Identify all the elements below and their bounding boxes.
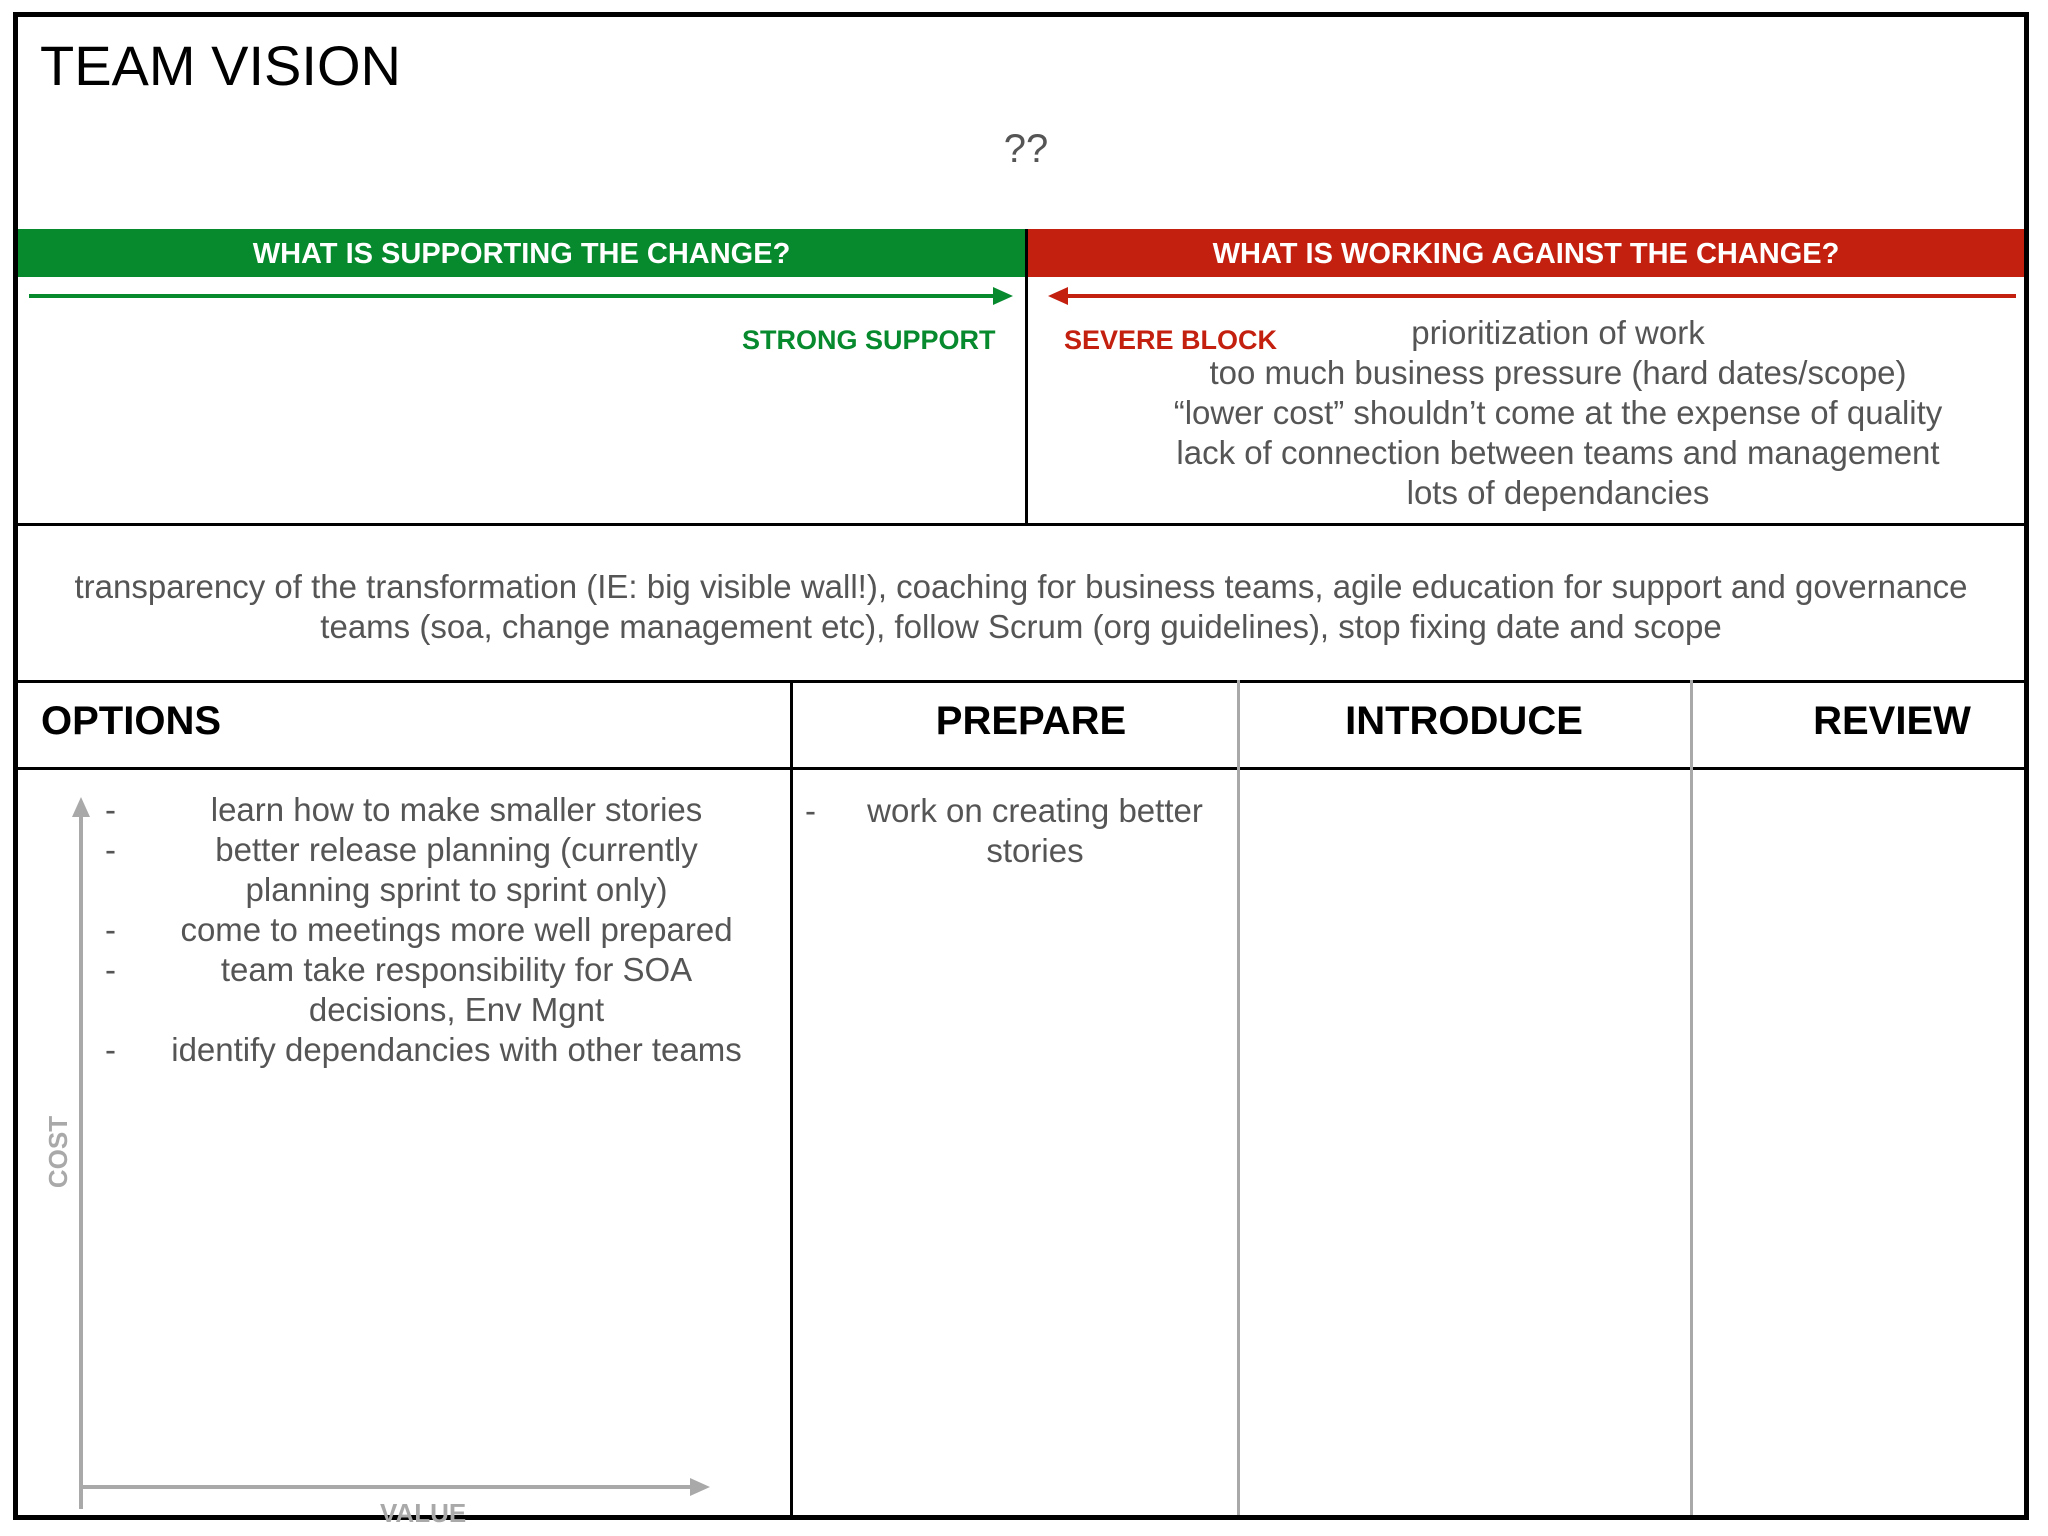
working-against-banner: WHAT IS WORKING AGAINST THE CHANGE? xyxy=(1028,229,2024,277)
x-axis-label: VALUE xyxy=(380,1498,467,1528)
bullet-dash: - xyxy=(805,792,816,829)
y-axis-label: COST xyxy=(43,1115,73,1189)
divider xyxy=(1690,680,1693,1515)
bullet-dash: - xyxy=(105,791,116,828)
cost-value-axes xyxy=(18,797,738,1509)
list-item: lack of connection between teams and management xyxy=(1176,434,1940,471)
review-header: REVIEW xyxy=(1813,699,1971,743)
support-arrow xyxy=(29,294,995,298)
bullet-dash: - xyxy=(105,911,116,948)
list-item-text: learn how to make smaller stories xyxy=(210,791,703,828)
bullet-dash: - xyxy=(105,1031,116,1068)
list-item: lots of dependancies xyxy=(1406,474,1710,511)
actions-line: transparency of the transformation (IE: big visible wall!), coaching for business teams, agile education for support and governance xyxy=(74,568,1968,605)
block-arrowhead-icon xyxy=(1048,287,1068,305)
working-against-list xyxy=(1108,313,2008,513)
actions-text xyxy=(18,567,2024,647)
list-item: too much business pressure (hard dates/scope) xyxy=(1209,354,1907,391)
list-item-text: come to meetings more well prepared xyxy=(180,911,733,948)
list-item xyxy=(805,791,1225,871)
bullet-dash: - xyxy=(105,951,116,988)
support-arrowhead-icon xyxy=(993,287,1013,305)
bullet-dash: - xyxy=(105,831,116,868)
list-item-text: identify dependancies with other teams xyxy=(171,1031,742,1068)
prepare-list xyxy=(805,791,1225,871)
actions-line: teams (soa, change management etc), follow Scrum (org guidelines), stop fixing date and scope xyxy=(320,608,1722,645)
severe-block-label: SEVERE BLOCK xyxy=(1064,325,1278,355)
list-item-text: stories xyxy=(986,832,1084,869)
list-item: prioritization of work xyxy=(1411,314,1705,351)
list-item-text: planning sprint to sprint only) xyxy=(245,871,668,908)
divider xyxy=(18,523,2024,526)
team-vision-content: ?? xyxy=(1003,127,1049,171)
list-item-text: work on creating better xyxy=(867,792,1203,829)
block-arrow xyxy=(1066,294,2016,298)
divider xyxy=(18,680,2024,683)
divider xyxy=(790,680,793,1515)
supporting-banner: WHAT IS SUPPORTING THE CHANGE? xyxy=(18,229,1025,277)
divider xyxy=(1025,229,1028,525)
strong-support-label: STRONG SUPPORT xyxy=(742,325,996,355)
options-header: OPTIONS xyxy=(41,699,222,743)
divider xyxy=(1237,680,1240,1515)
canvas-frame xyxy=(13,12,2029,1528)
list-item-text: team take responsibility for SOA xyxy=(220,951,693,988)
list-item: “lower cost” shouldn’t come at the expense of quality xyxy=(1173,394,1943,431)
team-vision-title: TEAM VISION xyxy=(40,34,401,97)
prepare-header: PREPARE xyxy=(935,699,1127,743)
introduce-header: INTRODUCE xyxy=(1345,699,1583,743)
list-item-text: decisions, Env Mgnt xyxy=(308,991,605,1028)
divider xyxy=(18,767,2024,770)
list-item-text: better release planning (currently xyxy=(215,831,698,868)
